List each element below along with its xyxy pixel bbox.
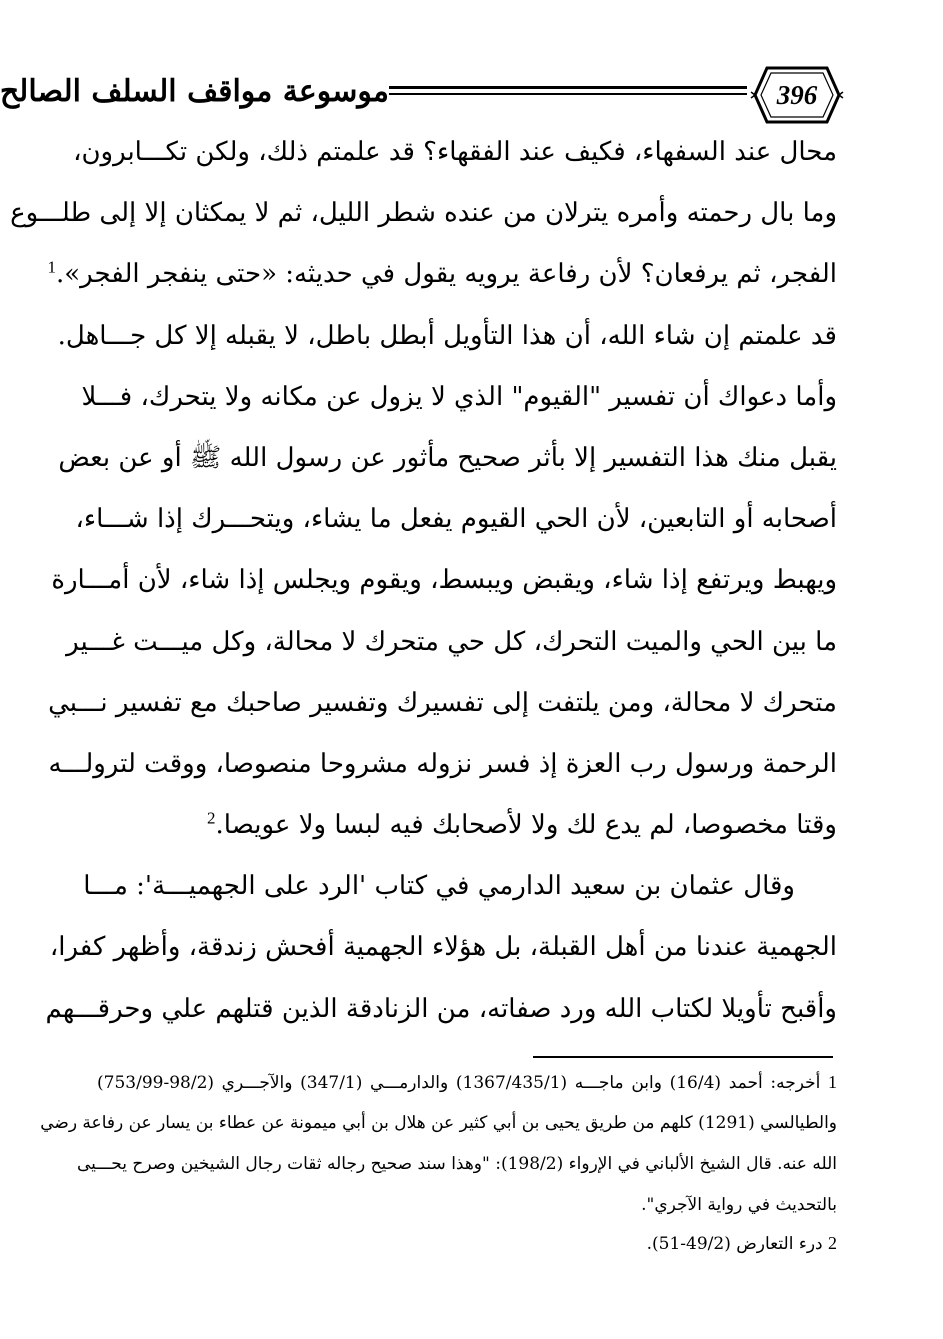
text-line: وأقبح تأويلا لكتاب الله ورد صفاته، من الزنادقة الذين قتلهم علي وحرقـــهم bbox=[45, 993, 837, 1024]
page-header bbox=[0, 62, 843, 128]
header-divider bbox=[389, 86, 747, 95]
text-line: وأما دعواك أن تفسير "القيوم" الذي لا يزول عن مكانه ولا يتحرك، فـــلا bbox=[81, 381, 837, 412]
footnote-2-line bbox=[97, 1223, 837, 1264]
footnote-divider bbox=[533, 1056, 833, 1058]
text-line: ما بين الحي والميت التحرك، كل حي متحرك لا محالة، وكل ميـــت غـــير bbox=[66, 626, 837, 657]
text-line: وقال عثمان بن سعيد الدارمي في كتاب 'الرد على الجهميـــة': مـــا bbox=[83, 871, 795, 902]
book-title: موسوعة مواقف السلف الصالح bbox=[0, 74, 389, 109]
text-line: محال عند السفهاء، فكيف عند الفقهاء؟ قد علمتم ذلك، ولكن تكـــابرون، bbox=[73, 137, 837, 167]
main-text bbox=[10, 122, 837, 1040]
footnotes bbox=[40, 1062, 837, 1264]
footnote-1-line: الله عنه. قال الشيخ الألباني في الإرواء (198/2): "وهذا سند صحيح رجاله ثقات رجال الشيخين وصرح يحـــيى bbox=[77, 1154, 837, 1174]
footnote-1-number: 1 bbox=[828, 1072, 837, 1092]
footnote-2-number: 2 bbox=[828, 1233, 837, 1253]
text-line: الجهمية عندنا من أهل القبلة، بل هؤلاء الجهمية أفحش زندقة، وأظهر كفرا، bbox=[49, 932, 837, 963]
text-line: أصحابه أو التابعين، لأن الحي القيوم يفعل ما يشاء، ويتحـــرك إذا شـــاء، bbox=[75, 504, 837, 535]
footnote-1-text: أخرجه: أحمد (16/4) وابن ماجـــه (1367/435/1) والدارمـــي (347/1) والآجـــري (98/2-753/99) bbox=[97, 1073, 821, 1093]
footnote-ref-1[interactable]: 1 bbox=[47, 257, 56, 277]
text-line bbox=[47, 244, 837, 305]
footnote-ref-2[interactable]: 2 bbox=[207, 808, 216, 828]
text-line-content: وقتا مخصوصا، لم يدع لك ولا لأصحابك فيه لبسا ولا عويصا. bbox=[215, 810, 837, 841]
footnote-1-line: بالتحديث في رواية الآجري". bbox=[641, 1195, 837, 1215]
footnote-1-line: والطيالسي (1291) كلهم من طريق يحيى بن أبي كثير عن هلال بن أبي ميمونة عن عطاء بن يسار عن رفاعة رضي bbox=[40, 1113, 837, 1133]
page-number: 396 bbox=[776, 80, 818, 110]
text-line: متحرك لا محالة، ومن يلتفت إلى تفسيرك وتفسير صاحبك مع تفسير نـــبي bbox=[48, 687, 837, 718]
text-line: وما بال رحمته وأمره يترلان من عنده شطر الليل، ثم لا يمكثان إلا إلى طلـــوع bbox=[10, 198, 837, 229]
text-line-content: الفجر، ثم يرفعان؟ لأن رفاعة يرويه يقول في حديثه: «حتى ينفجر الفجر». bbox=[55, 259, 837, 290]
text-line: قد علمتم إن شاء الله، أن هذا التأويل أبطل باطل، لا يقبله إلا كل جـــاهل. bbox=[57, 320, 837, 351]
text-line: ويهبط ويرتفع إذا شاء، ويقبض ويبسط، ويقوم ويجلس إذا شاء، لأن أمـــارة bbox=[51, 565, 837, 596]
text-line: يقبل منك هذا التفسير إلا بأثر صحيح مأثور عن رسول الله ﷺ أو عن بعض bbox=[58, 442, 837, 473]
page-number-badge bbox=[751, 62, 843, 128]
footnote-1-line bbox=[97, 1062, 837, 1103]
text-line: الرحمة ورسول رب العزة إذ فسر نزوله مشروحا منصوصا، ووقت لترولـــه bbox=[48, 748, 837, 779]
footnote-2-text: درء التعارض (49/2-51). bbox=[646, 1234, 823, 1254]
text-line bbox=[97, 795, 837, 856]
